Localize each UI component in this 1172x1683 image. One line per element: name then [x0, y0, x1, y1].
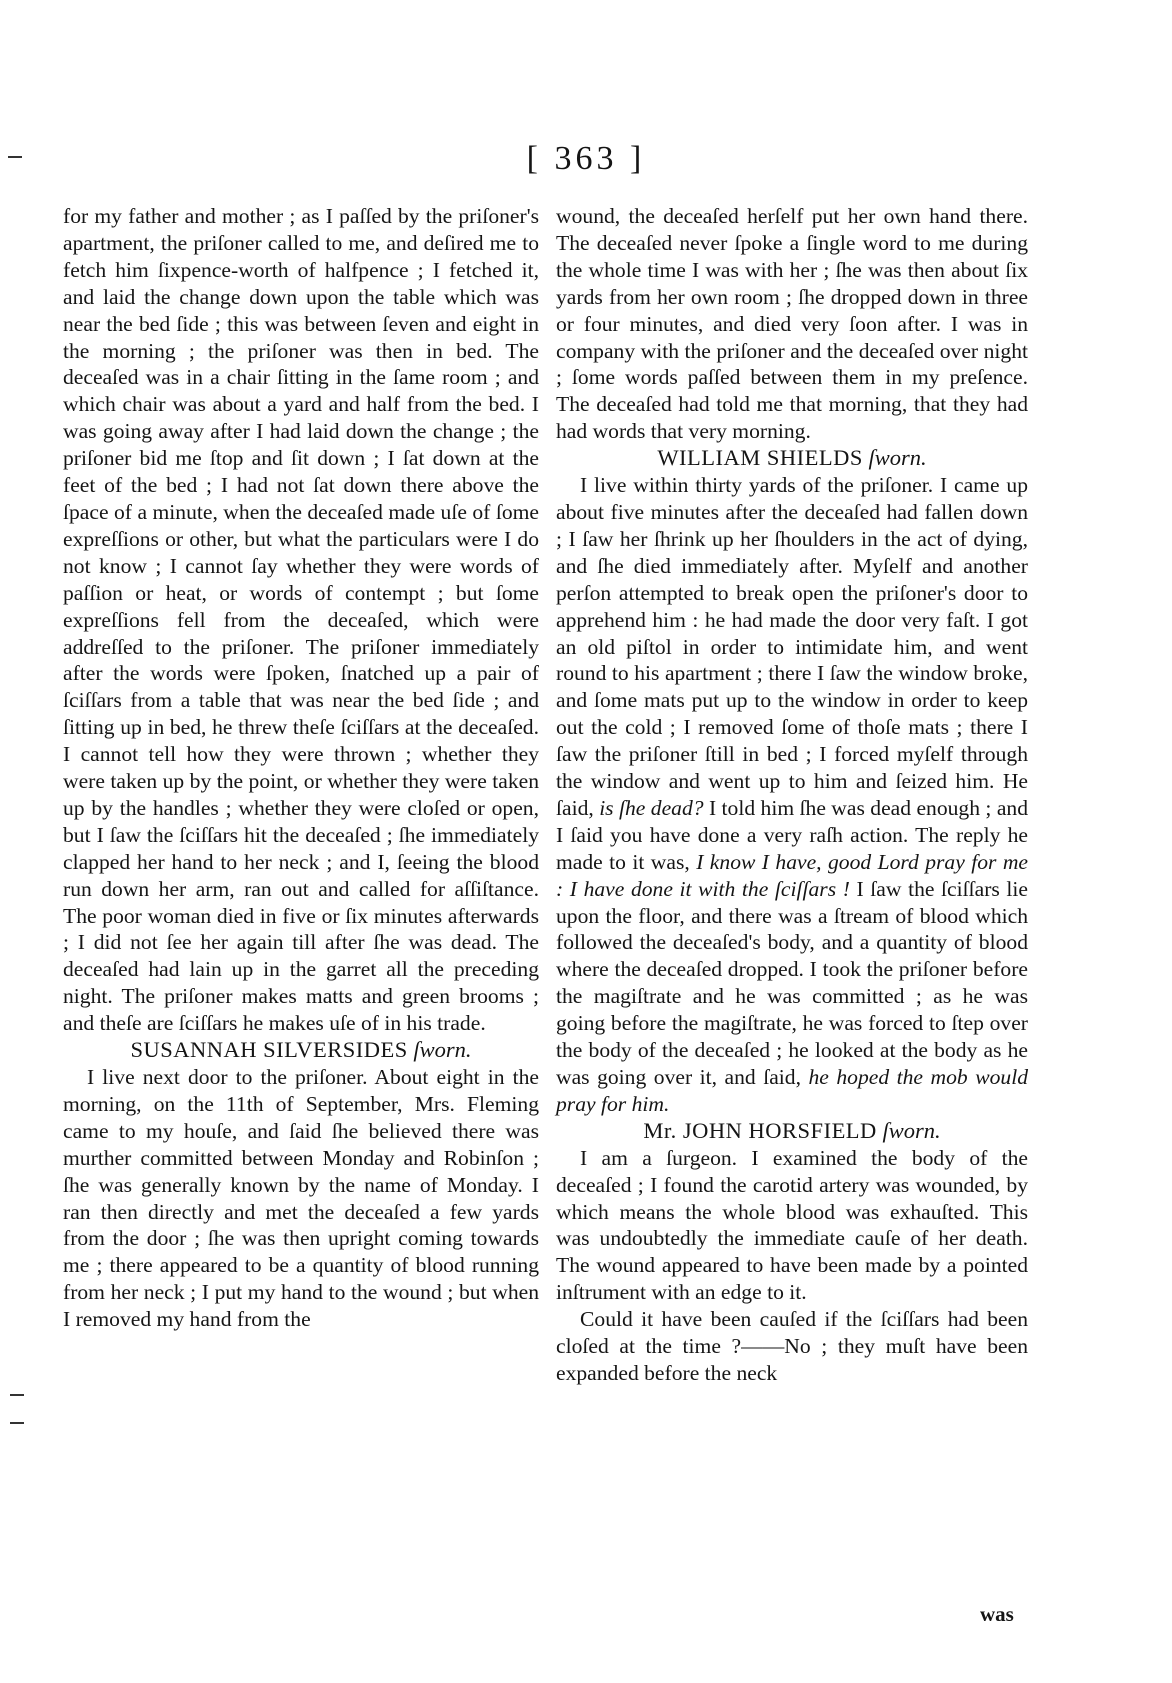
catchword: was: [980, 1602, 1014, 1626]
right-column: [556, 203, 1028, 1387]
witness-name: WILLIAM SHIELDS: [657, 445, 863, 471]
paragraph: I am a ſurgeon. I examined the body of the deceaſed ; I found the carotid artery was wounded, by which means the whole blood was exhauſted. This was undoubtedly the immediate cauſe of her death. The wound appeared to have been made by a pointed inſtrument with an edge to it.: [556, 1145, 1028, 1305]
italic-quote: is ſhe dead?: [599, 795, 704, 820]
paragraph: for my father and mother ; as I paſſed by the priſoner's apartment, the priſoner called to me, and deſired me to fetch him ſixpence-worth of halfpence ; I fetched it, and laid the change down upon the table which was near the bed ſide ; this was between ſeven and eight in the morning ; the priſoner was then in bed. The deceaſed was in a chair ſitting in the ſame room ; and which chair was about a yard and half from the bed. I was going away after I had laid down the change ; the priſoner bid me ſtop and ſit down ; I ſat down at the feet of the bed ; I had not ſat down there above the ſpace of a minute, when the deceaſed made uſe of ſome expreſſions or other, but what the particulars were I do not know ; I cannot ſay whether they were words of paſſion or heat, or words of contempt ; but ſome expreſſions fell from the deceaſed, which were addreſſed to the priſoner. The priſoner immediately after the words were ſpoken, ſnatched up a pair of ſciſſars from a table that was near the bed ſide ; and ſitting up in bed, he threw theſe ſciſſars at the deceaſed. I cannot tell how they were thrown ; whether they were taken up by the point, or whether they were taken up by the handles ; whether they were cloſed or open, but I ſaw the ſciſſars hit the deceaſed ; ſhe immediately clapped her hand to her neck ; and I, ſeeing the blood run down her arm, ran out and called for aſſiſtance. The poor woman died in five or ſix minutes afterwards ; I did not ſee her again till after ſhe was dead. The deceaſed had lain up in the garret all the preceding night. The priſoner makes matts and green brooms ; and theſe are ſciſſars he makes uſe of in his trade.: [63, 204, 539, 1036]
witness-heading: [63, 1037, 539, 1064]
text-run: I live within thirty yards of the priſoner. I came up about five minutes after the deceaſed had fallen down ; I ſaw her ſhrink up her ſhoulders in the act of dying, and ſhe died immediately after. Myſelf and another perſon attempted to break open the priſoner's door to apprehend him : he had made the door very faſt. I got an old piſtol in order to intimidate him, and went round to his apartment ; there I ſaw the window broke, and ſome mats put up to the window in order to keep out the cold ; I removed ſome of thoſe mats ; there I ſaw the priſoner ſtill in bed ; I forced myſelf through the window and went up to him and ſeized him. He ſaid,: [556, 473, 1028, 820]
witness-heading: [556, 1118, 1028, 1145]
witness-heading: [556, 445, 1028, 472]
text-run: I ſaw the ſciſſars lie upon the floor, and there was a ſtream of blood which followed the deceaſed's body, and a quantity of blood where the deceaſed dropped. I took the priſoner before the magiſtrate and he was committed ; as he was going before the magiſtrate, he was forced to ſtep over the body of the deceaſed ; he looked at the body as he was going over it, and ſaid,: [556, 876, 1028, 1089]
page-number: [ 363 ]: [526, 140, 646, 177]
left-column: [63, 203, 539, 1333]
paragraph: [556, 472, 1028, 1118]
italic-quote: I know I have, good Lord pray for me : I have done it with the ſciſſars !: [556, 849, 1028, 901]
sworn-label: ſworn.: [862, 445, 927, 471]
text-run: I told him ſhe was dead enough ; and I ſaid you have done a very raſh action. The reply he made to it was,: [556, 795, 1028, 874]
margin-mark-bottom-2: [10, 1422, 24, 1424]
sworn-label: ſworn.: [876, 1117, 941, 1143]
witness-name: SUSANNAH SILVERSIDES: [130, 1037, 408, 1063]
italic-quote: he hoped the mob would pray for him.: [556, 1065, 1028, 1116]
sworn-label: ſworn.: [407, 1037, 472, 1063]
witness-name: Mr. JOHN HORSFIELD: [643, 1117, 877, 1143]
paragraph: I live next door to the priſoner. About eight in the morning, on the 11th of September, Mrs. Fleming came to my houſe, and ſaid ſhe believed there was murther committed between Monday and Robinſon ; ſhe was generally known by the name of Monday. I ran then directly and met the deceaſed a few yards from the door ; ſhe was then upright coming towards me ; there appeared to be a quantity of blood running from her neck ; I put my hand to the wound ; but when I removed my hand from the: [63, 1065, 539, 1332]
paragraph: Could it have been cauſed if the ſciſſars had been cloſed at the time ?——No ; they muſt have been expanded before the neck: [556, 1307, 1028, 1385]
margin-mark-bottom-1: [10, 1394, 24, 1396]
paragraph: wound, the deceaſed herſelf put her own hand there. The deceaſed never ſpoke a ſingle word to me during the whole time I was with her ; ſhe was then about ſix yards from her own room ; ſhe dropped down in three or four minutes, and died very ſoon after. I was in company with the priſoner and the deceaſed over night ; ſome words paſſed between them in my preſence. The deceaſed had told me that morning, that they had had words that very morning.: [556, 204, 1028, 444]
margin-mark-top: [8, 156, 22, 158]
